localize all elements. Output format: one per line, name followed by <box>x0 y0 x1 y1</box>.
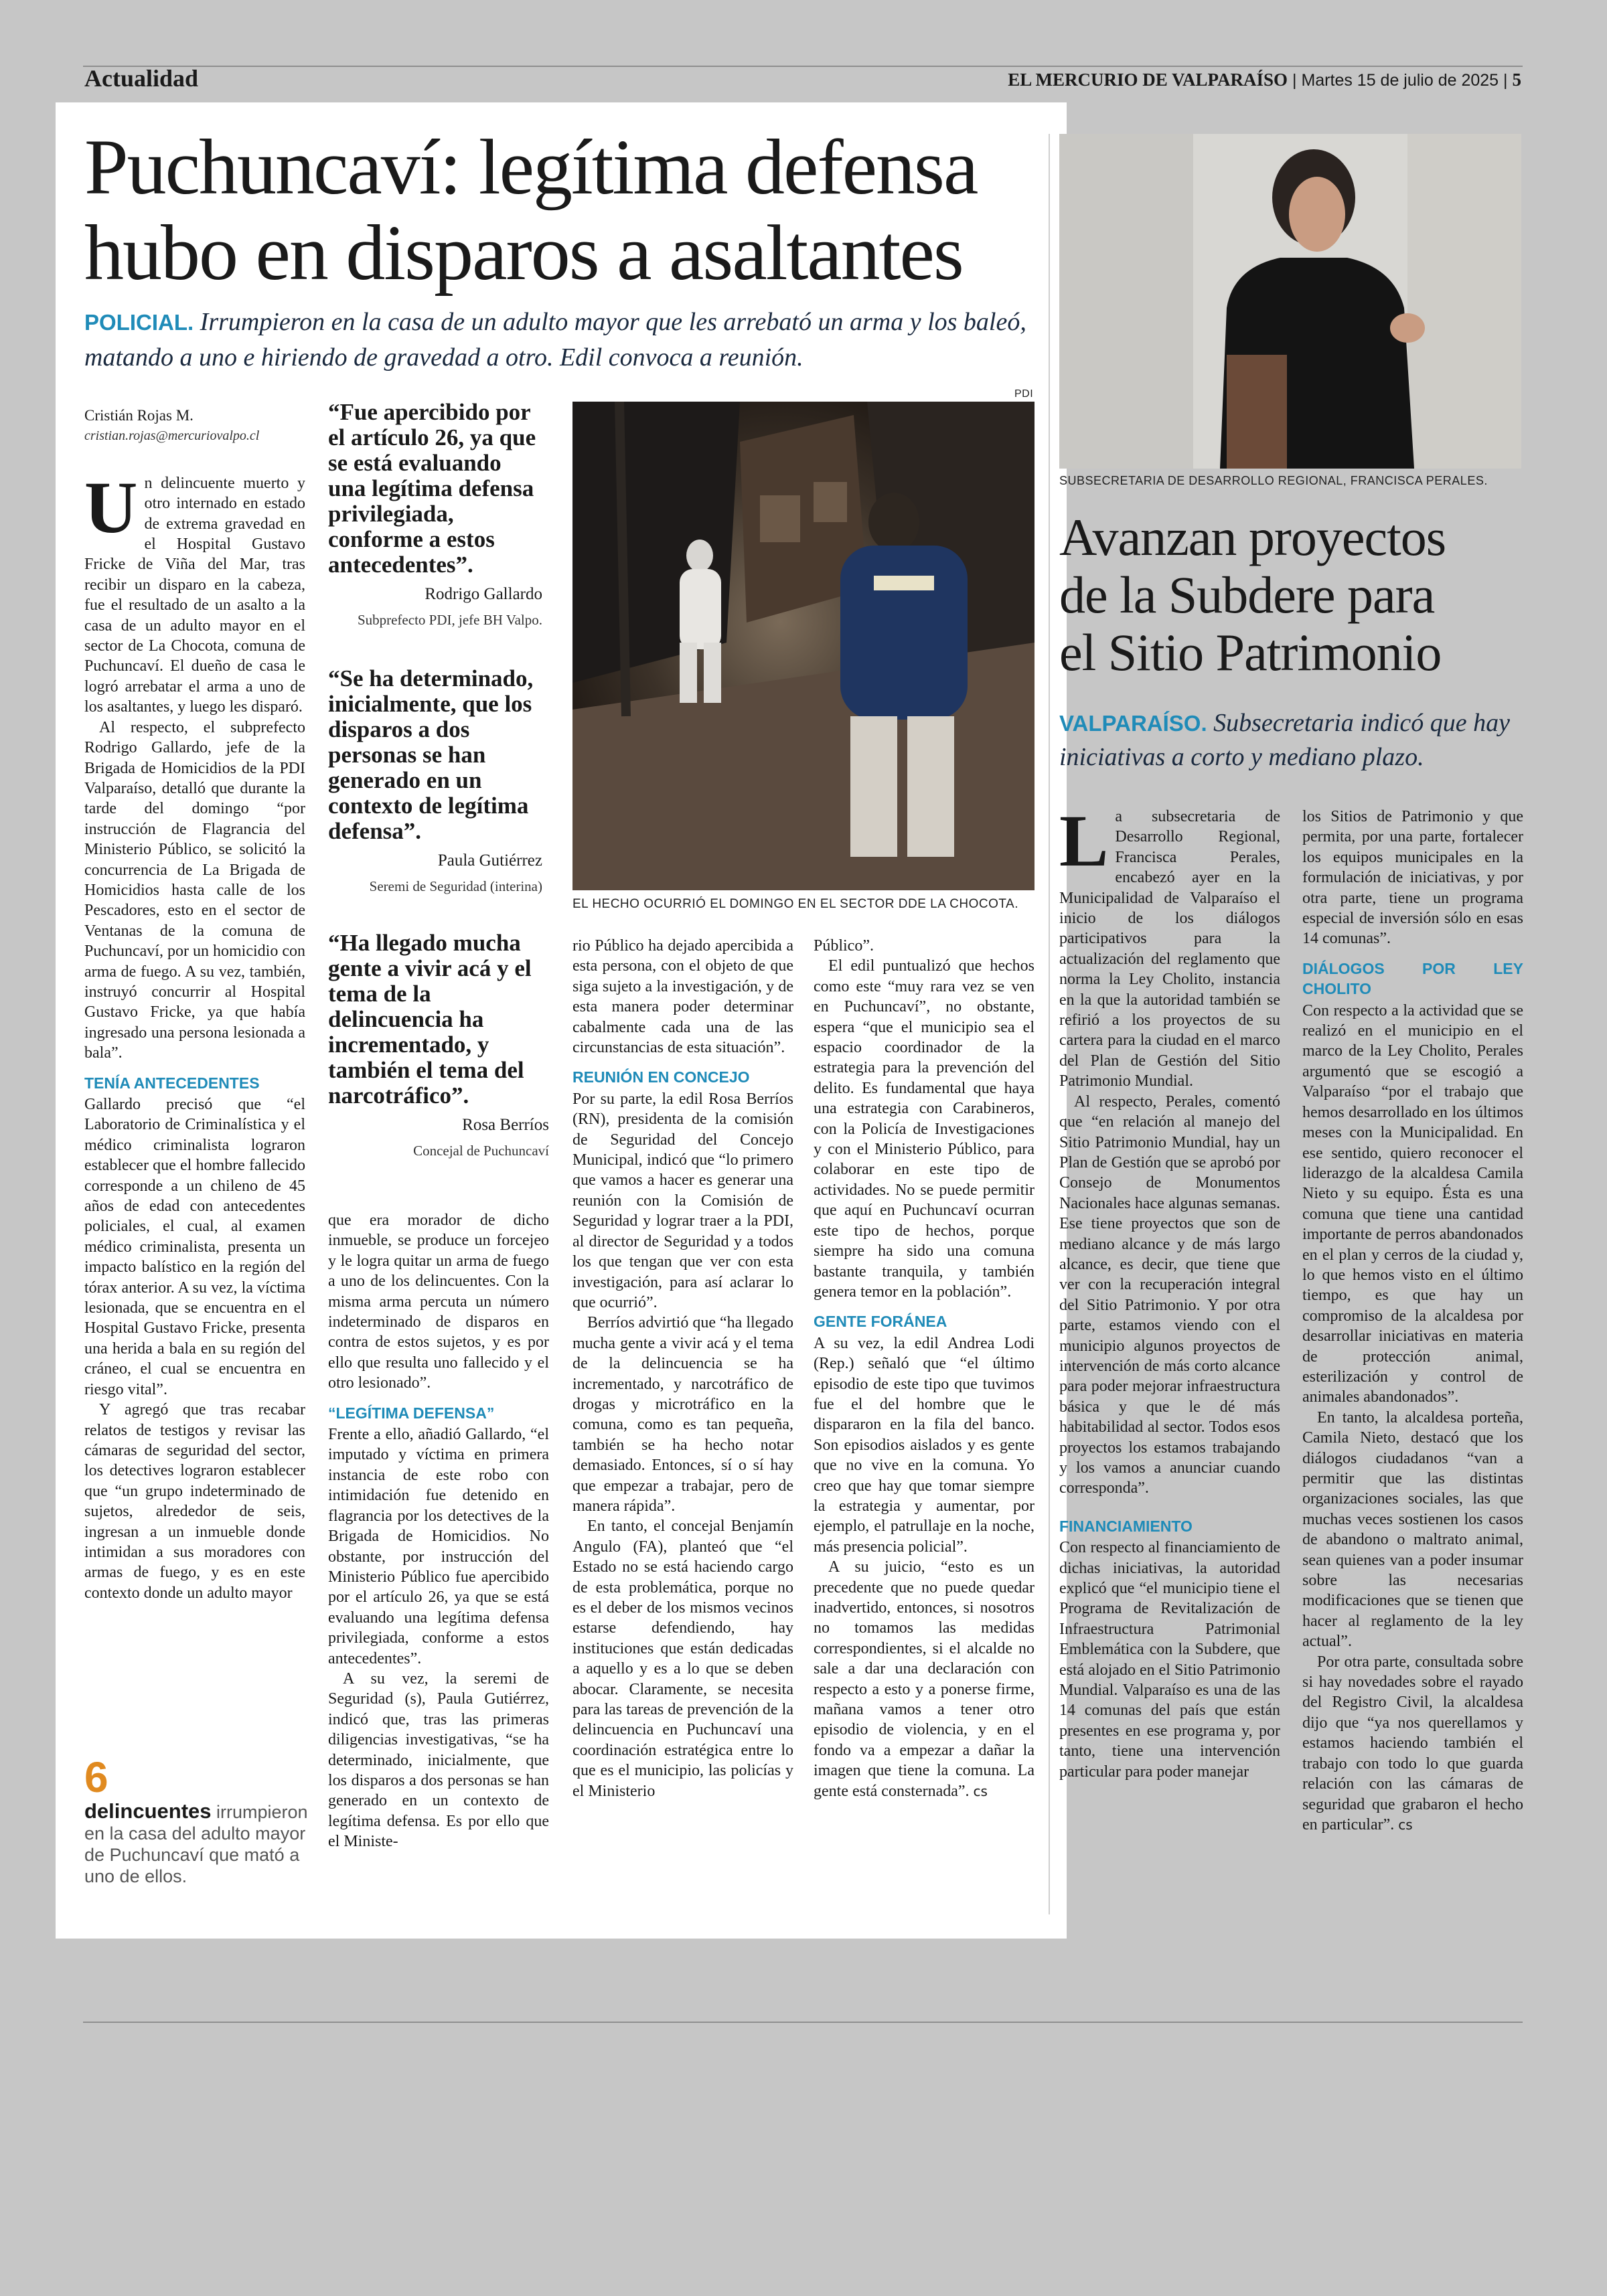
drop-cap: L <box>1059 800 1109 882</box>
paragraph: La subsecretaria de Desarrollo Regional, Francisca Perales, encabezó ayer en la Municipalidad de Valparaíso el inicio de los diálogos participativos para la actualización del reglamento que norma la Ley Cholito, instancia en la que la autoridad también se refirió a los proyectos de su cartera para la ciudad en el marco del Plan de Gestión del Sitio Patrimonio Mundial. <box>1059 800 1280 1090</box>
quote-author: Paula Gutiérrez <box>437 851 542 870</box>
paragraph: Gallardo precisó que “el Laboratorio de Criminalística y el médico criminalista lograron establecer que el hombre fallecido corresponde a un chileno de 45 años de edad con antecedentes policiales, el cual, al examen médico criminalista, presenta un impacto balístico en la región del tórax anterior. A su vez, la víctima lesionada, que se encuentra en el Hospital Gustavo Fricke, presenta una herida a bala en su región del cráneo, el cual se encuentra en riesgo vital”. <box>84 1096 305 1398</box>
byline-name: Cristián Rojas M. <box>84 407 194 424</box>
side-column-1 <box>1059 800 1280 1782</box>
main-headline <box>84 125 1062 296</box>
stat-box <box>84 1754 312 1887</box>
side-column-2 <box>1302 807 1523 1835</box>
paragraph: Un delincuente muerto y otro internado en estado de extrema gravedad en el Hospital Gustavo Fricke de Viña del Mar, tras recibir un disparo en la cabeza, fue el resultado de un asalto a la casa de un adulto mayor en el sector de La Chocota, comuna de Puchuncaví. El dueño de casa le logró arrebatar el arma a uno de los asaltantes, y luego les disparó. <box>84 466 305 716</box>
main-column-1 <box>84 406 305 1603</box>
quote-author: Rosa Berríos <box>462 1116 549 1134</box>
masthead: EL MERCURIO DE VALPARAÍSO | Martes 15 de julio de 2025 | 5 <box>1008 70 1521 90</box>
main-photo-caption: EL HECHO OCURRIÓ EL DOMINGO EN EL SECTOR DDE LA CHOCOTA. <box>572 897 1019 911</box>
quote-role: Subprefecto PDI, jefe BH Valpo. <box>357 612 542 628</box>
quote-role: Concejal de Puchuncaví <box>413 1143 549 1159</box>
subhead-financiamiento: FINANCIAMIENTO <box>1059 1517 1193 1535</box>
side-deck <box>1059 706 1528 774</box>
photo-credit: PDI <box>1014 388 1034 400</box>
side-headline-line-1: Avanzan proyectos <box>1059 508 1446 566</box>
side-headline-line-3: el Sitio Patrimonio <box>1059 623 1442 681</box>
subhead-antecedentes: TENÍA ANTECEDENTES <box>84 1074 260 1092</box>
main-headline-line-1: Puchuncaví: legítima defensa <box>84 123 978 211</box>
main-column-2 <box>328 1210 549 1852</box>
drop-cap: U <box>84 466 138 548</box>
footer-rule <box>83 2022 1523 2023</box>
main-column-4 <box>814 936 1035 1801</box>
night-scene-image <box>572 402 1035 890</box>
podium <box>1227 355 1287 469</box>
main-deck <box>84 305 1049 375</box>
paper-name: EL MERCURIO DE VALPARAÍSO <box>1008 70 1288 90</box>
end-mark-icon: cs <box>1398 1816 1413 1833</box>
side-headline-line-2: de la Subdere para <box>1059 566 1435 624</box>
paragraph: En tanto, la alcaldesa porteña, Camila Nieto, destacó que los diálogos ciudadanos “van a permitir que las distintas organizaciones sociales, las que muchas veces sostienen los casos de abandono o maltrato animal, sean quienes van a poder insumar sobre las necesarias modificaciones que se tienen que hacer al reglamento de la ley actual”. <box>1302 1408 1523 1651</box>
main-column-3 <box>572 936 793 1801</box>
stat-label: delincuentes <box>84 1799 212 1823</box>
paragraph: Y agregó que tras recabar relatos de testigos y revisar las cámaras de seguridad del sector, los detectives lograron establecer que “un grupo indeterminado de sujetos, alrededor de seis, ingresan a un inmueble donde intimidan a sus moradores con armas de fuego, y es en este contexto donde un adulto mayor <box>84 1401 305 1602</box>
paragraph: Al respecto, el subprefecto Rodrigo Gallardo, jefe de la Brigada de Homicidios de la PDI Valparaíso, detalló que durante la tarde del domingo “por instrucción de Flagrancia del Ministerio Público, se solicitó la concurrencia de La Brigada de Homicidios hasta calle de los Pescadores, esto en el sector de Ventanas de la comuna de Puchuncaví, por un homicidio con arma de fuego. A su vez, también, instruyó concurrir al Hospital Gustavo Fricke, ya que había ingresado una persona lesionada a bala”. <box>84 718 305 1062</box>
issue-date: Martes 15 de julio de 2025 <box>1301 71 1499 90</box>
paragraph: En tanto, el concejal Benjamín Angulo (FA), planteó que “el Estado no se está haciendo cargo de esta problemática, porque no es el deber de los mismos vecinos estarse defendiendo, hay instituciones que están dedicadas a aquello y es a lo que se deben abocar. Claramente, se necesita para las tareas de prevención de la delincuencia en Puchuncaví una coordinación estratégica entre lo que es el municipio, las policías y el Ministerio <box>572 1518 793 1800</box>
column-divider <box>1049 134 1050 1914</box>
paragraph: que era morador de dicho inmueble, se produce un forcejeo y le logra quitar un arma de fuego a uno de los delincuentes. Con la misma arma percuta un número indeterminado de disparos en contra de estos sujetos, y es por ello que resulta uno fallecido y el otro lesionado”. <box>328 1212 549 1392</box>
paragraph: Con respecto al financiamiento de dichas iniciativas, la autoridad explicó que “el municipio tiene el Programa de Revitalización de Infraestructura Patrimonial Emblemática con la Subdere, que está alojado en el Sitio Patrimonio Mundial. Valparaíso es una de las 14 comunas del país que están presentes en ese programa y, por tanto, tiene una intervención particular para poder manejar <box>1059 1539 1280 1781</box>
paragraph: Público”. <box>814 937 874 955</box>
pull-quote-berrios: “Ha llegado mucha gente a vivir acá y el tema de la delincuencia ha incrementado, y también el tema del narcotráfico”. Rosa Berríos Concejal de Puchuncaví <box>328 930 549 1163</box>
side-kicker: VALPARAÍSO. <box>1059 711 1207 736</box>
subhead-legitima-defensa: “LEGÍTIMA DEFENSA” <box>328 1404 495 1422</box>
paragraph: Por otra parte, consultada sobre si hay novedades sobre el rayado del Registro Civil, la alcaldesa dijo que “ya nos querellamos y estamos haciendo también el trabajo con todo lo que guarda relación con las cámaras de seguridad que grabaron el hecho en particular”. cs <box>1302 1653 1523 1833</box>
paragraph: Berríos advirtió que “ha llegado mucha gente a vivir acá y el tema de la delincuencia se ha incrementado, y narcotráfico de drogas y microtráfico en la comuna, como es tan pequeña, también se ha hecho notar demasiado. Entonces, sí o sí hay que empezar a trabajar, pero de manera rápida”. <box>572 1314 793 1515</box>
side-photo <box>1059 134 1521 469</box>
paragraph: rio Público ha dejado apercibida a esta persona, con el objeto de que siga sujeto a la investigación, y de esta manera poder determinar cabalmente cada una de las circunstancias de esta situación”. <box>572 937 793 1057</box>
stat-text: irrumpieron en la casa del adulto mayor de Puchuncaví que mató a uno de ellos. <box>84 1802 308 1886</box>
speaker-photo-image <box>1059 134 1521 469</box>
paragraph: los Sitios de Patrimonio y que permita, por una parte, fortalecer los equipos municipales en la formulación de iniciativas, y por otra parte, tiene un programa especial de inversión sólo en esas 14 comunas”. <box>1302 808 1523 948</box>
main-deck-text: Irrumpieron en la casa de un adulto mayor que les arrebató un arma y los baleó, matando a uno e hiriendo de gravedad a otro. Edil convoca a reunión. <box>84 308 1026 372</box>
paragraph: A su vez, la edil Andrea Lodi (Rep.) señaló que “el último episodio de este tipo que tuvimos fue el del hombre que le dispararon en la fila del banco. Son episodios aislados y es gente que no vive en la comuna. Yo creo que hay que tomar siempre la estrategia y aumentar, por ejemplo, el patrullaje en la noche, más presencia policial”. <box>814 1334 1035 1556</box>
paragraph: A su vez, la seremi de Seguridad (s), Paula Gutiérrez, indicó que, tras las primeras diligencias investigativas, “se ha determinado, inicialmente, que los disparos a dos personas se han generado en un contexto de legítima defensa. Es por ello que el Ministe- <box>328 1669 549 1851</box>
paragraph: El edil puntualizó que hechos como este “muy rara vez se ven en Puchuncaví”, no obstante, espera “que el municipio sea el espacio coordinador de la estrategia para la prevención del delito. Es fundamental que haya una estrategia con Carabineros, con la Policía de Investigaciones y con el Ministerio Público, para colaborar en este tipo de actividades. No se puede permitir que aquí en Puchuncaví ocurran este tipo de hechos, porque siempre ha sido una comuna bastante tranquila, y también genera temor en la población”. <box>814 957 1035 1301</box>
side-deck-text: Subsecretaria indicó que hay iniciativas a corto y mediano plazo. <box>1059 709 1511 771</box>
paragraph: A su juicio, “esto es un precedente que no puede quedar inadvertido, entonces, si nosotros no tomamos las medidas correspondientes, si el alcalde no sale a dar una declaración con respecto a esto y a ponerse firme, mañana vamos a tener otro episodio de violencia, y en el fondo va a empezar a dañar la imagen que tiene la comuna. La gente está consternada”. cs <box>814 1558 1035 1800</box>
pull-quote-gallardo: “Fue apercibido por el artículo 26, ya que se está evaluando una legítima defensa privilegiada, conforme a estos antecedentes”. Rodrigo Gallardo Subprefecto PDI, jefe BH Valpo. <box>328 400 542 633</box>
paragraph: Por su parte, la edil Rosa Berríos (RN), presidenta de la comisión de Seguridad del Concejo Municipal, indicó que “lo primero que vamos a hacer es generar una reunión con la Comisión de Seguridad y lograr traer a la PDI, al director de Seguridad y a todos los que tengan que ver con esta investigación, para así aclarar lo que ocurrió”. <box>572 1090 793 1311</box>
main-headline-line-2: hubo en disparos a asaltantes <box>84 209 963 297</box>
subhead-gente-foranea: GENTE FORÁNEA <box>814 1313 947 1331</box>
pull-quote-gutierrez: “Se ha determinado, inicialmente, que los disparos a dos personas se han generado en un contexto de legítima defensa”. Paula Gutiérrez Seremi de Seguridad (interina) <box>328 666 542 899</box>
main-photo <box>572 402 1035 890</box>
quote-author: Rodrigo Gallardo <box>425 585 542 603</box>
page-number: 5 <box>1512 70 1521 90</box>
paragraph: Con respecto a la actividad que se realizó en el municipio en el marco de la Ley Cholito, Perales argumentó que se escogió a Valparaíso “por el trabajo que hemos desarrollado en los últimos meses con la Municipalidad. En ese sentido, quiero reconocer el liderazgo de la alcaldesa Camila Nieto y su equipo. Ésta es una comuna que tiene una cantidad importante de perros abandonados en el plan y cerros de la ciudad y, lo que hemos visto en el último tiempo, es que hay un compromiso de la alcaldesa por desarrollar iniciativas en materia de protección animal, esterilización y control de animales abandonados”. <box>1302 1001 1523 1406</box>
subhead-dialogos-ley-cholito: DIÁLOGOS POR LEY CHOLITO <box>1302 959 1523 998</box>
paragraph: Al respecto, Perales, comentó que “en relación al manejo del Sitio Patrimonio Mundial, hay un Plan de Gestión que se aprobó por Consejo de Monumentos Nacionales hace algunas semanas. Ese tiene proyectos que son de mediano alcance y de más largo alcance, es decir, que tiene que ver con la recuperación integral del Sitio Patrimonio. Y por otra parte, estamos viendo con el municipio algunos proyectos de intervención de más corto alcance para poder mejorar infraestructura básica y que le dé más habitabilidad al sector. Todos esos proyectos los estamos trabajando y los vamos a anunciar cuando corresponda”. <box>1059 1092 1280 1497</box>
byline-email: cristian.rojas@mercuriovalpo.cl <box>84 428 260 444</box>
main-kicker: POLICIAL. <box>84 310 194 335</box>
stat-number: 6 <box>84 1753 108 1801</box>
side-headline <box>1059 509 1528 681</box>
subhead-reunion-concejo: REUNIÓN EN CONCEJO <box>572 1068 750 1086</box>
header-rule <box>83 66 1523 67</box>
side-photo-caption: SUBSECRETARIA DE DESARROLLO REGIONAL, FRANCISCA PERALES. <box>1059 474 1488 487</box>
section-label: Actualidad <box>84 65 199 92</box>
quote-role: Seremi de Seguridad (interina) <box>369 878 542 894</box>
end-mark-icon: cs <box>973 1783 988 1799</box>
paragraph: Frente a ello, añadió Gallardo, “el imputado y víctima en primera instancia de este robo con intimidación fue detenido en flagrancia por los detectives de la Brigada de Homicidios. No obstante, por instrucción del Ministerio Público fue apercibido por el artículo 26, ya que se está evaluando una legítima defensa privilegiada, conforme a estos antecedentes”. <box>328 1426 549 1667</box>
